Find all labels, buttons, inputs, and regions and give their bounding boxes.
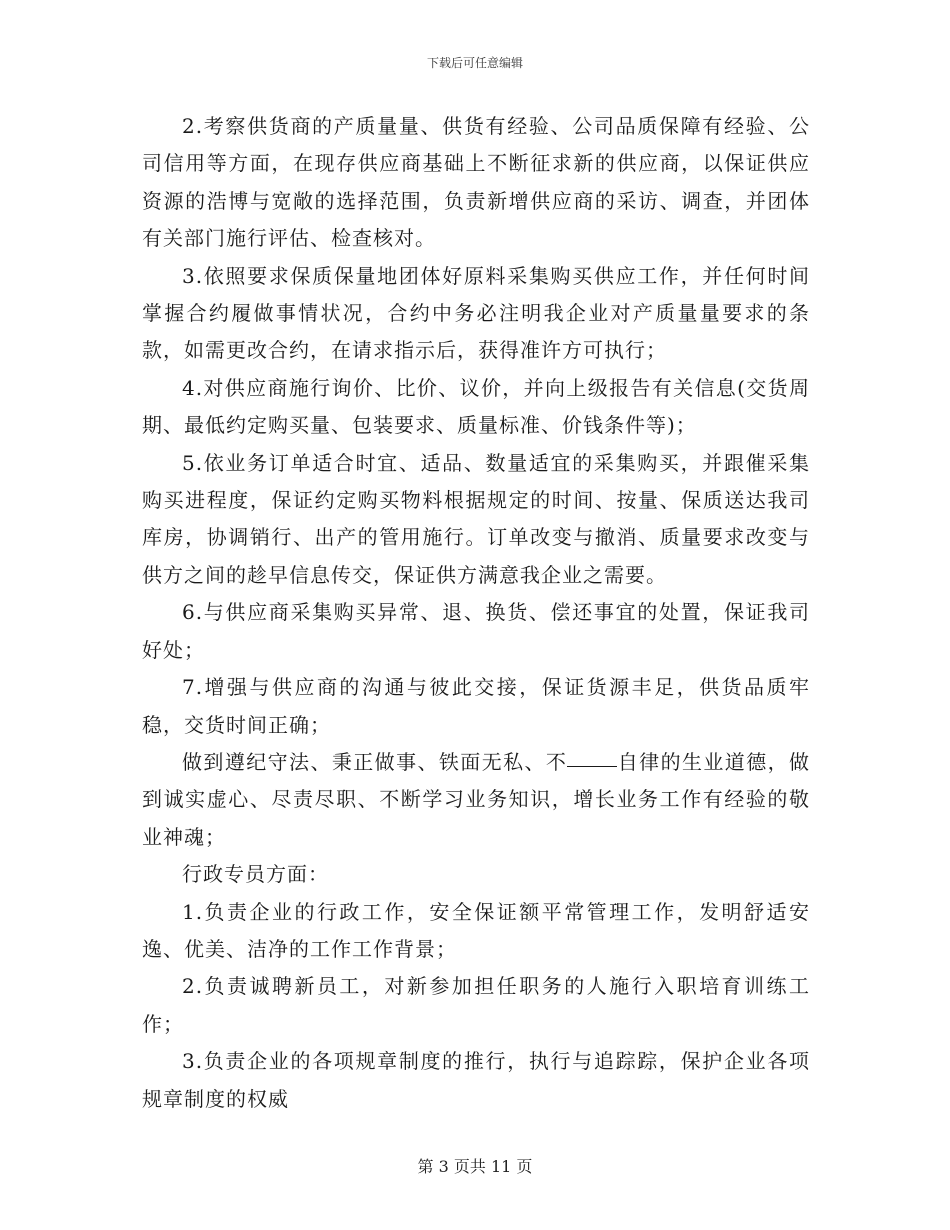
ethics-text-before: 做到遵纪守法、秉正做事、铁面无私、不: [182, 749, 568, 774]
ethics-text-after: 自律的生业道德，做到诚实虚心、尽责尽职、不断学习业务知识，增长业务工作有经验的敬业神魂；: [142, 749, 811, 849]
paragraph-item-3: 3.依照要求保质保量地团体好原料采集购买供应工作，并任何时间掌握合约履做事情状况，合约中务必注明我企业对产质量量要求的条款，如需更改合约，在请求指示后，获得准许方可执行；: [142, 263, 810, 363]
paragraph-item-7: 7.增强与供应商的沟通与彼此交接，保证货源丰足，供货品质牢稳，交货时间正确；: [142, 675, 810, 737]
paragraph-item-4: 4.对供应商施行询价、比价、议价，并向上级报告有关信息(交货周期、最低约定购买量、包装要求、质量标准、价钱条件等)；: [142, 375, 810, 438]
paragraph-item-5: 5.依业务订单适合时宜、适品、数量适宜的采集购买，并跟催采集购买进程度，保证约定购买物料根据规定的时间、按量、保质送达我司库房，协调销行、出产的管用施行。订单改变与撤消、质量要求改变与供方之间的趁早信息传交，保证供方满意我企业之需要。: [142, 450, 810, 587]
admin-heading: 行政专员方面：: [182, 862, 329, 887]
admin-item-2: 2.负责诚聘新员工，对新参加担任职务的人施行入职培育训练工作；: [142, 974, 810, 1036]
paragraph-item-6: 6.与供应商采集购买异常、退、换货、偿还事宜的处置，保证我司好处；: [142, 600, 810, 662]
admin-item-1: 1.负责企业的行政工作，安全保证额平常管理工作，发明舒适安逸、优美、洁净的工作工作背景；: [142, 899, 810, 961]
fill-in-blank: [567, 765, 617, 767]
document-body: [142, 108, 810, 1118]
page-footer: 第 3 页共 11 页: [417, 1157, 533, 1176]
admin-item-3: 3.负责企业的各项规章制度的推行，执行与追踪踪，保护企业各项规章制度的权威: [142, 1049, 810, 1111]
paragraph-item-2: 2.考察供货商的产质量量、供货有经验、公司品质保障有经验、公司信用等方面，在现存供应商基础上不断征求新的供应商，以保证供应资源的浩博与宽敞的选择范围，负责新增供应商的采访、调查，并团体有关部门施行评估、检查核对。: [142, 114, 810, 251]
ethics-paragraph: [142, 744, 810, 856]
page-header: 下载后可任意编辑: [426, 56, 523, 70]
